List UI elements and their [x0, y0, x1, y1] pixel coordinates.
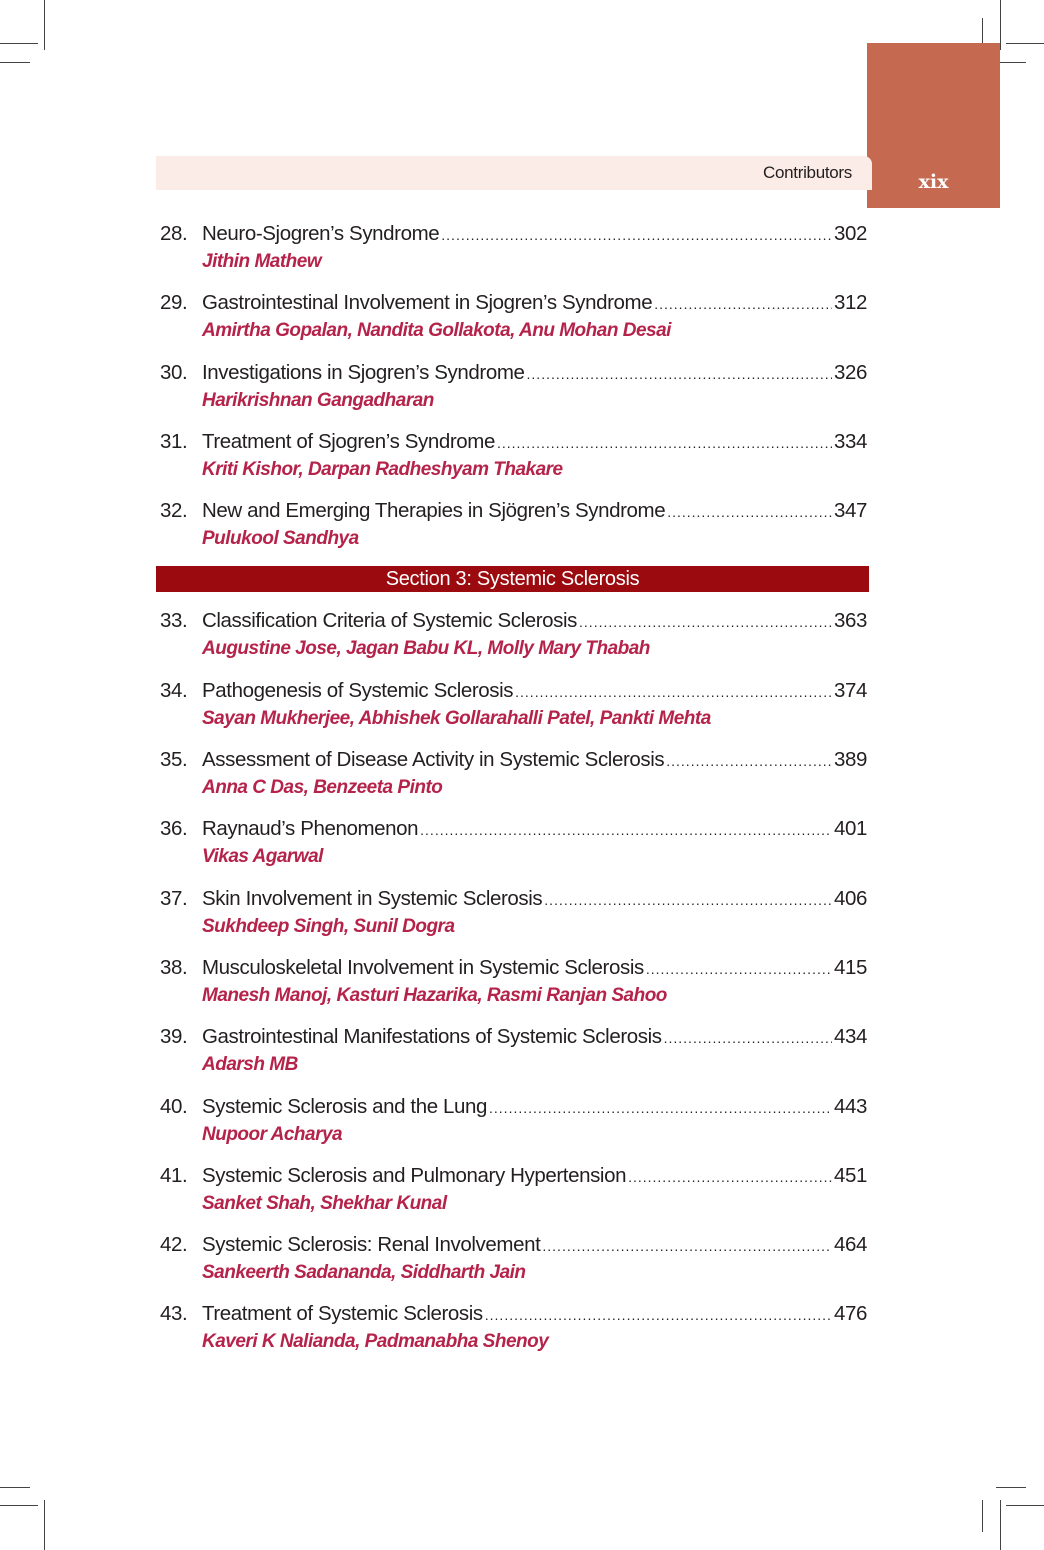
chapter-authors: Nupoor Acharya [202, 1123, 343, 1145]
toc-entry[interactable] [160, 1231, 867, 1287]
page-ref: 312 [833, 291, 867, 315]
crop-mark [996, 62, 1026, 63]
page-ref: 443 [833, 1094, 867, 1118]
page-ref: 334 [833, 429, 867, 453]
chapter-line [160, 746, 867, 774]
chapter-line [160, 1093, 867, 1121]
chapter-line [160, 954, 867, 982]
dot-leader [497, 429, 832, 457]
crop-mark [44, 0, 45, 50]
chapter-authors: Sanket Shah, Shekhar Kunal [202, 1192, 447, 1214]
page-ref: 451 [833, 1163, 867, 1187]
chapter-number: 33. [160, 609, 188, 633]
page-ref: 464 [833, 1233, 867, 1257]
chapter-authors: Anna C Das, Benzeeta Pinto [202, 777, 443, 799]
chapter-number: 31. [160, 429, 188, 453]
chapter-number: 34. [160, 678, 188, 702]
dot-leader [489, 1094, 832, 1122]
chapter-authors: Augustine Jose, Jagan Babu KL, Molly Mary Thabah [202, 638, 650, 660]
chapter-number: 35. [160, 748, 188, 772]
chapter-number: 29. [160, 291, 188, 315]
toc-entry[interactable] [160, 1300, 867, 1356]
toc-entry[interactable] [160, 497, 867, 553]
chapter-number: 32. [160, 499, 188, 523]
chapter-authors: Jithin Mathew [202, 251, 322, 272]
crop-mark [44, 1500, 45, 1550]
chapter-authors: Manesh Manoj, Kasturi Hazarika, Rasmi Ranjan Sahoo [202, 984, 667, 1006]
toc-entry[interactable] [160, 359, 867, 415]
toc-entry[interactable] [160, 1023, 867, 1079]
running-header [156, 156, 872, 190]
page-ref: 476 [833, 1302, 867, 1326]
chapter-authors: Harikrishnan Gangadharan [202, 389, 434, 411]
page-ref: 434 [833, 1025, 867, 1049]
chapter-title: Investigations in Sjogren’s Syndrome [202, 360, 525, 384]
chapter-title: Treatment of Sjogren’s Syndrome [202, 429, 495, 453]
toc-entry[interactable] [160, 220, 867, 276]
section-heading: Section 3: Systemic Sclerosis [156, 566, 869, 592]
dot-leader [667, 498, 832, 526]
chapter-line [160, 428, 867, 456]
chapter-title: Gastrointestinal Manifestations of Systemic Sclerosis [202, 1025, 662, 1049]
chapter-authors: Kriti Kishor, Darpan Radheshyam Thakare [202, 458, 563, 480]
dot-leader [515, 678, 832, 706]
chapter-authors: Pulukool Sandhya [202, 528, 359, 550]
running-title: Contributors [763, 163, 852, 182]
chapter-title: Raynaud’s Phenomenon [202, 817, 419, 841]
crop-mark [1000, 0, 1001, 50]
chapter-title: Neuro-Sjogren’s Syndrome [202, 222, 440, 245]
toc-entry[interactable] [160, 1162, 867, 1218]
chapter-title: Classification Criteria of Systemic Sclerosis [202, 609, 578, 633]
chapter-number: 43. [160, 1302, 188, 1326]
page-ref: 374 [833, 678, 867, 702]
chapter-title: Gastrointestinal Involvement in Sjogren’s Syndrome [202, 291, 653, 315]
page-ref: 302 [833, 222, 867, 245]
chapter-title: Systemic Sclerosis and Pulmonary Hypertension [202, 1163, 627, 1187]
dot-leader [646, 955, 832, 983]
crop-mark [0, 1505, 38, 1506]
crop-mark [1006, 43, 1044, 44]
chapter-line [160, 677, 867, 705]
chapter-authors: Sankeerth Sadananda, Siddharth Jain [202, 1262, 526, 1284]
chapter-number: 36. [160, 817, 188, 841]
chapter-number: 30. [160, 360, 188, 384]
chapter-authors: Sukhdeep Singh, Sunil Dogra [202, 915, 455, 937]
toc-entry[interactable] [160, 289, 867, 345]
chapter-number: 40. [160, 1094, 188, 1118]
page-ref: 326 [833, 360, 867, 384]
crop-mark [0, 43, 38, 44]
page-ref: 415 [833, 955, 867, 979]
chapter-line [160, 220, 867, 248]
chapter-line [160, 359, 867, 387]
page-tab [867, 43, 1000, 208]
toc-entry[interactable] [160, 746, 867, 802]
chapter-authors: Kaveri K Nalianda, Padmanabha Shenoy [202, 1331, 549, 1353]
dot-leader [666, 747, 832, 775]
chapter-title: Assessment of Disease Activity in Systemic Sclerosis [202, 748, 665, 772]
dot-leader [664, 1024, 832, 1052]
toc-entry[interactable] [160, 815, 867, 871]
chapter-title: Treatment of Systemic Sclerosis [202, 1302, 483, 1326]
dot-leader [628, 1163, 832, 1191]
chapter-title: Pathogenesis of Systemic Sclerosis [202, 678, 514, 702]
crop-mark [0, 1487, 30, 1488]
page-ref: 347 [833, 499, 867, 523]
crop-mark [1006, 1505, 1044, 1506]
page-ref: 363 [833, 609, 867, 633]
chapter-title: Musculoskeletal Involvement in Systemic Sclerosis [202, 955, 644, 979]
table-of-contents [160, 220, 867, 1370]
crop-mark [996, 1487, 1026, 1488]
toc-entry[interactable] [160, 954, 867, 1010]
chapter-title: Systemic Sclerosis and the Lung [202, 1094, 488, 1118]
crop-mark [0, 62, 30, 63]
page-ref: 389 [833, 748, 867, 772]
chapter-line [160, 815, 867, 843]
chapter-authors: Amirtha Gopalan, Nandita Gollakota, Anu Mohan Desai [202, 320, 671, 342]
chapter-line [160, 607, 867, 635]
chapter-authors: Adarsh MB [202, 1054, 298, 1076]
chapter-title: Skin Involvement in Systemic Sclerosis [202, 886, 543, 910]
chapter-line [160, 289, 867, 317]
page-ref: 406 [833, 886, 867, 910]
chapter-line [160, 1023, 867, 1051]
toc-group [160, 220, 867, 553]
chapter-number: 39. [160, 1025, 188, 1049]
chapter-number: 42. [160, 1233, 188, 1257]
chapter-number: 28. [160, 222, 188, 245]
chapter-line [160, 497, 867, 525]
chapter-title: New and Emerging Therapies in Sjögren’s Syndrome [202, 499, 666, 523]
dot-leader [420, 816, 832, 844]
page-number: xix [918, 171, 949, 193]
toc-group [160, 607, 867, 1356]
chapter-line [160, 885, 867, 913]
chapter-number: 37. [160, 886, 188, 910]
dot-leader [485, 1301, 832, 1329]
chapter-title: Systemic Sclerosis: Renal Involvement [202, 1233, 541, 1257]
toc-entry[interactable] [160, 885, 867, 941]
crop-mark [1000, 1500, 1001, 1550]
chapter-number: 38. [160, 955, 188, 979]
chapter-line [160, 1231, 867, 1259]
dot-leader [527, 360, 832, 388]
chapter-number: 41. [160, 1163, 188, 1187]
toc-entry[interactable] [160, 1093, 867, 1149]
dot-leader [544, 886, 832, 914]
crop-mark [982, 1500, 983, 1532]
chapter-line [160, 1162, 867, 1190]
dot-leader [542, 1232, 832, 1260]
chapter-authors: Sayan Mukherjee, Abhishek Gollarahalli Patel, Pankti Mehta [202, 707, 711, 729]
dot-leader [441, 221, 832, 249]
dot-leader [579, 608, 832, 636]
chapter-authors: Vikas Agarwal [202, 846, 323, 868]
page-ref: 401 [833, 817, 867, 841]
toc-entry[interactable] [160, 677, 867, 733]
toc-entry[interactable] [160, 607, 867, 663]
dot-leader [654, 290, 832, 318]
toc-entry[interactable] [160, 428, 867, 484]
chapter-line [160, 1300, 867, 1328]
